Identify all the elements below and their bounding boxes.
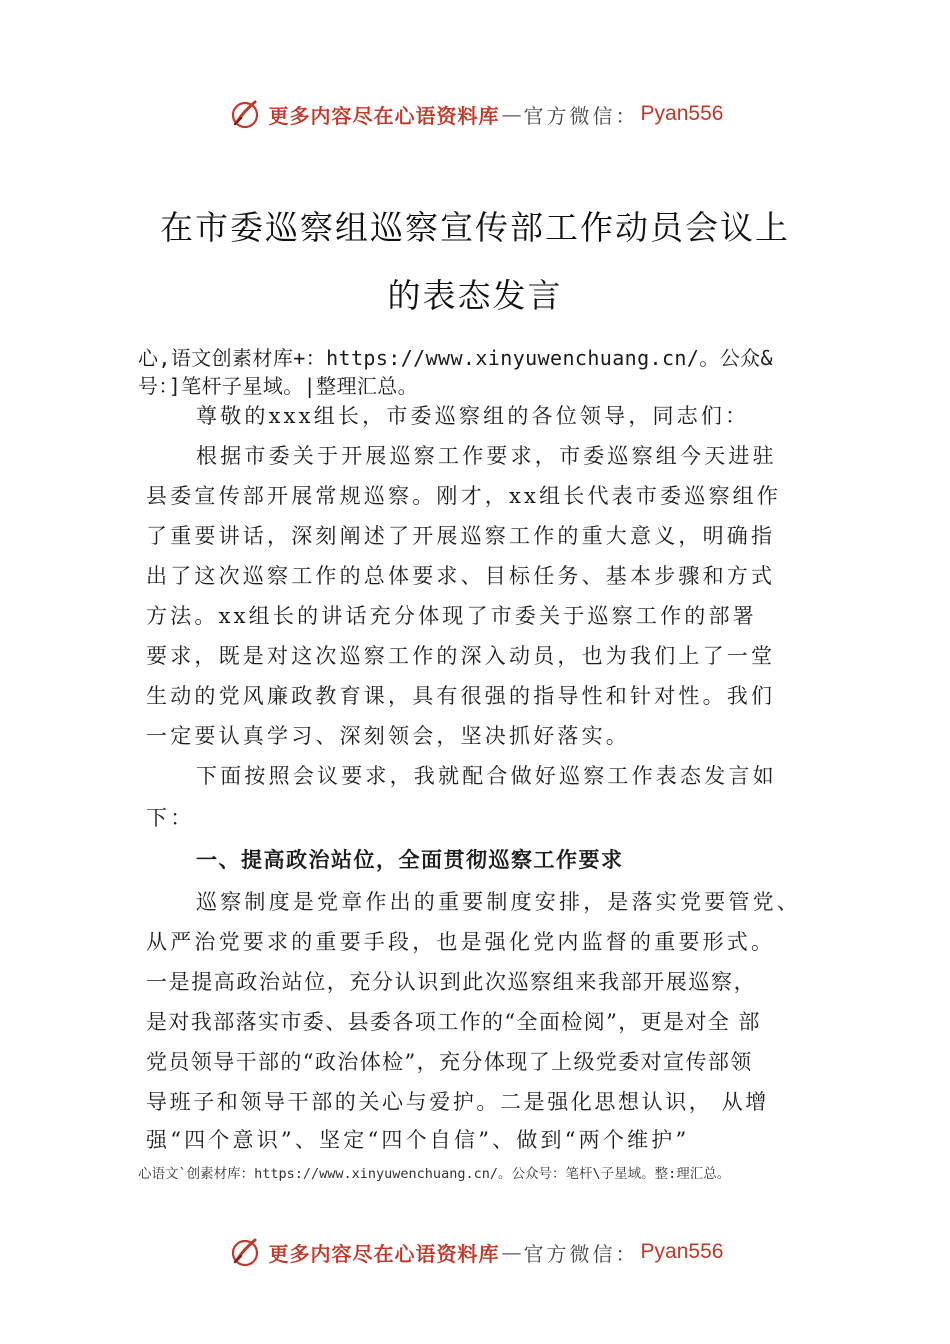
body-line: 从严治党要求的重要手段，也是强化党内监督的重要形式。 bbox=[146, 930, 776, 954]
body-line: 强“四个意识”、坚定“四个自信”、做到“两个维护” bbox=[146, 1128, 690, 1152]
body-line: 一定要认真学习、深刻领会，坚决抓好落实。 bbox=[146, 724, 630, 748]
body-line: 根据市委关于开展巡察工作要求，市委巡察组今天进驻 bbox=[196, 444, 777, 468]
section-heading-1: 一、提高政治站位，全面贯彻巡察工作要求 bbox=[196, 848, 624, 872]
watermark-wechat-id: Pyan556 bbox=[640, 1240, 724, 1263]
body-line: 导班子和领导干部的关心与爱护。二是强化思想认识， 从增 bbox=[146, 1090, 769, 1114]
body-line: 要求，既是对这次巡察工作的深入动员，也为我们上了一堂 bbox=[146, 644, 776, 668]
body-line: 出了这次巡察工作的总体要求、目标任务、基本步骤和方式 bbox=[146, 564, 776, 588]
watermark-brand-text: 更多内容尽在心语资料库 bbox=[268, 103, 500, 128]
source-note-line-2: 号：]笔杆子星域。|整理汇总。 bbox=[138, 374, 419, 398]
watermark-separator: — bbox=[501, 102, 522, 126]
watermark-brand-text: 更多内容尽在心语资料库 bbox=[268, 1241, 500, 1266]
body-line: 下面按照会议要求，我就配合做好巡察工作表态发言如 bbox=[196, 764, 777, 788]
body-line: 是对我部落实市委、县委各项工作的“全面检阅”，更是对全 部 bbox=[146, 1010, 761, 1034]
body-line: 方法。xx组长的讲话充分体现了市委关于巡察工作的部署 bbox=[146, 604, 757, 628]
watermark-banner-top bbox=[0, 92, 950, 136]
body-line: 生动的党风廉政教育课，具有很强的指导性和针对性。我们 bbox=[146, 684, 776, 708]
brush-logo-icon bbox=[227, 96, 263, 132]
body-line: 一是提高政治站位，充分认识到此次巡察组来我部开展巡察， bbox=[146, 970, 757, 994]
watermark-wechat-label: 官方微信： bbox=[523, 103, 639, 128]
watermark-wechat-id: Pyan556 bbox=[640, 102, 724, 125]
body-line: 党员领导干部的“政治体检”，充分体现了上级党委对宣传部领 bbox=[146, 1050, 753, 1074]
body-line: 巡察制度是党章作出的重要制度安排，是落实党要管党、 bbox=[196, 890, 801, 914]
brush-logo-icon bbox=[227, 1234, 263, 1270]
body-line: 了重要讲话，深刻阐述了开展巡察工作的重大意义，明确指 bbox=[146, 524, 776, 548]
source-note-line-1: 心,语文创素材库+：https://www.xinyuwenchuang.cn/。公众& bbox=[138, 346, 773, 370]
footer-source-note: 心语文`创素材库：https://www.xinyuwenchuang.cn/。公众号：笔杆\子星域。整:理汇总。 bbox=[138, 1166, 731, 1182]
document-title-line-2: 的表态发言 bbox=[387, 276, 563, 315]
watermark-wechat-label: 官方微信： bbox=[523, 1241, 639, 1266]
watermark-separator: — bbox=[501, 1240, 522, 1264]
watermark-banner-bottom bbox=[0, 1230, 950, 1274]
body-line: 县委宣传部开展常规巡察。刚才，xx组长代表市委巡察组作 bbox=[146, 484, 782, 508]
salutation-line: 尊敬的xxx组长，市委巡察组的各位领导，同志们： bbox=[196, 404, 750, 428]
document-title-line-1: 在市委巡察组巡察宣传部工作动员会议上 bbox=[160, 208, 790, 247]
body-line: 下： bbox=[146, 806, 195, 830]
